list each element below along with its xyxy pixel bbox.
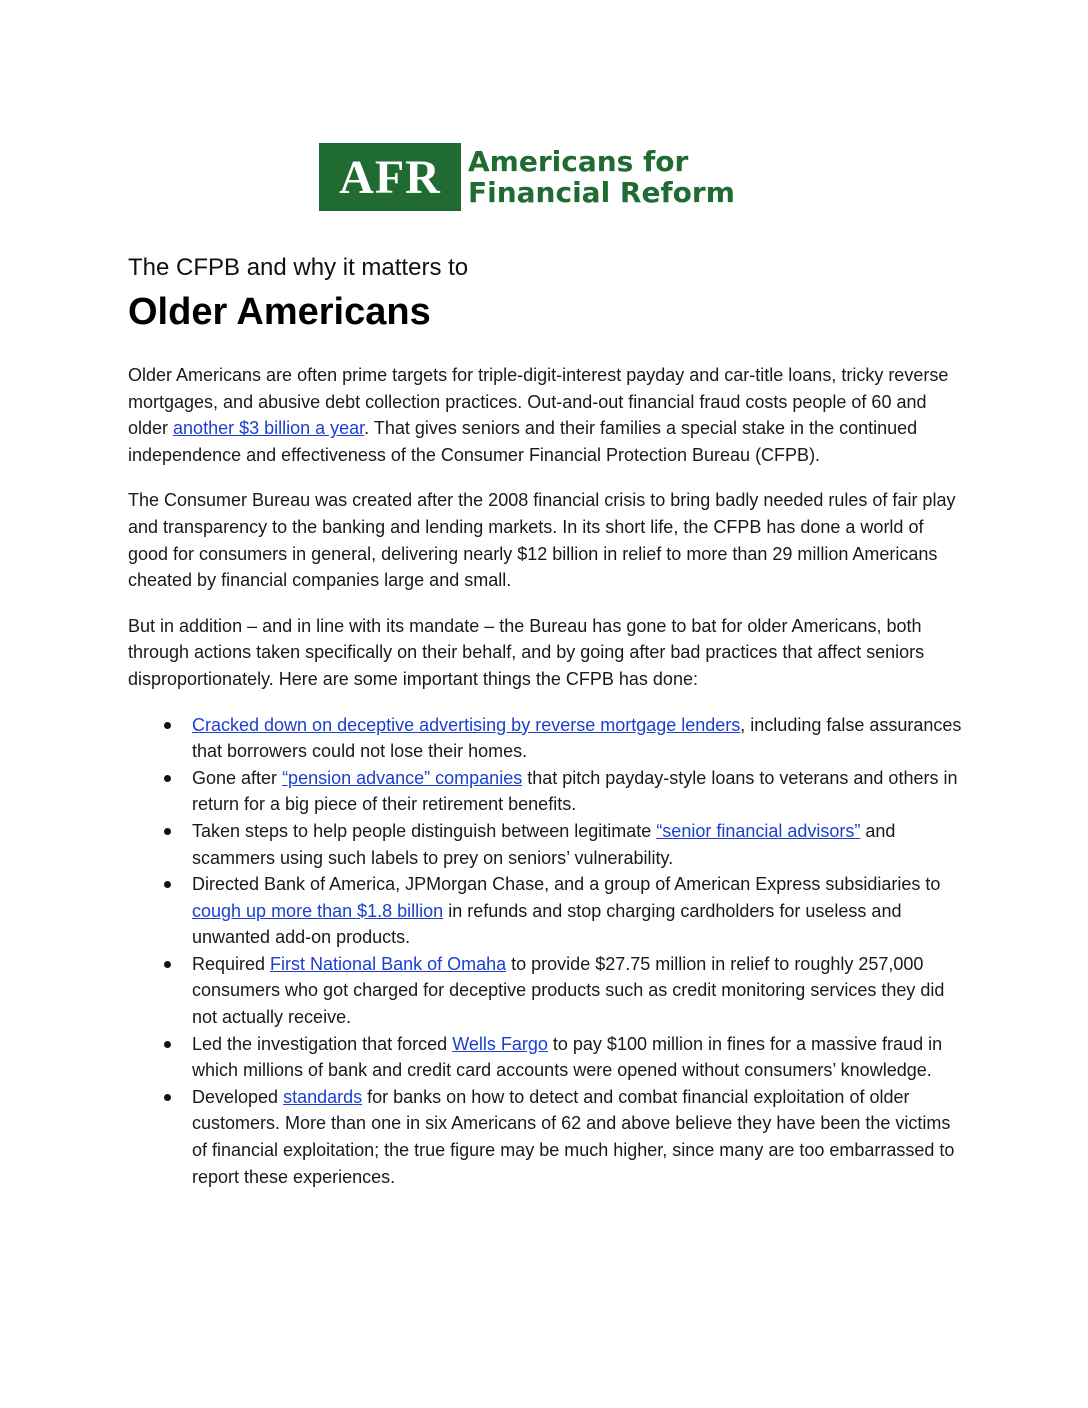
list-item <box>128 951 968 1031</box>
logo-line-1: Americans for <box>468 145 689 178</box>
list-item-link[interactable]: “pension advance” companies <box>282 767 523 788</box>
list-item-text-before: Gone after <box>192 767 283 788</box>
p1-text-before: Older Americans are often prime targets for triple-digit-interest payday and car-title loans, tricky reverse mortgages, and abusive debt collection practices. Out-and-out financial fraud costs people of 60 and older <box>128 365 949 439</box>
list-item <box>128 712 968 765</box>
bullet-icon <box>164 961 171 968</box>
list-item <box>128 765 968 818</box>
list-item-text-after: that pitch payday-style loans to veterans and others in return for a big piece of their retirement benefits. <box>192 767 958 815</box>
document-body <box>128 251 968 1190</box>
list-item-text-after: for banks on how to detect and combat financial exploitation of older customers. More than one in six Americans of 62 and above believe they have been the victims of financial exploitation; the true figure may be much higher, since many are too embarrassed to report these experiences. <box>192 1086 955 1187</box>
fraud-cost-link[interactable]: another $3 billion a year <box>173 418 365 439</box>
list-item-text-after: in refunds and stop charging cardholders for useless and unwanted add-on products. <box>192 900 902 948</box>
page-subtitle: The CFPB and why it matters to <box>128 254 469 281</box>
bullet-icon <box>164 828 171 835</box>
p1-text-after: . That gives seniors and their families a special stake in the continued independence and effectiveness of the Consumer Financial Protection Bureau (CFPB). <box>128 418 918 465</box>
list-item-link[interactable]: “senior financial advisors” <box>656 820 861 841</box>
list-item-text-before: Taken steps to help people distinguish between legitimate <box>192 820 657 841</box>
bullet-icon <box>164 722 171 729</box>
list-item-link[interactable]: standards <box>283 1086 363 1107</box>
mandate-paragraph: But in addition – and in line with its mandate – the Bureau has gone to bat for older Americans, both through actions taken specifically on their behalf, and by going after bad practices that affect seniors disproportionately. Here are some important things the CFPB has done: <box>128 615 925 689</box>
bullet-icon <box>164 1094 171 1101</box>
logo-wordmark <box>468 146 735 208</box>
list-item-link[interactable]: Wells Fargo <box>452 1033 548 1054</box>
afr-logo <box>319 143 735 211</box>
list-item-text-after: , including false assurances that borrowers could not lose their homes. <box>192 714 962 762</box>
logo-mark: AFR <box>319 143 461 211</box>
list-item-text-before: Directed Bank of America, JPMorgan Chase, and a group of American Express subsidiaries to <box>192 874 941 895</box>
list-item <box>128 1084 968 1190</box>
list-item <box>128 818 968 871</box>
list-item-link[interactable]: Cracked down on deceptive advertising by reverse mortgage lenders <box>192 714 741 735</box>
logo-line-2: Financial Reform <box>468 176 735 209</box>
bullet-icon <box>164 881 171 888</box>
list-item-text-after: to provide $27.75 million in relief to roughly 257,000 consumers who got charged for deceptive products such as credit monitoring services they did not actually receive. <box>192 953 945 1028</box>
list-item-link[interactable]: cough up more than $1.8 billion <box>192 900 444 921</box>
intro-paragraph <box>128 362 968 468</box>
history-paragraph: The Consumer Bureau was created after the 2008 financial crisis to bring badly needed rules of fair play and transparency to the banking and lending markets. In its short life, the CFPB has done a world of good for consumers in general, delivering nearly $12 billion in relief to more than 29 million Americans cheated by financial companies large and small. <box>128 490 956 591</box>
list-item-text-before: Required <box>192 953 271 974</box>
page-title: Older Americans <box>128 291 431 333</box>
list-item-text-before: Developed <box>192 1086 284 1107</box>
list-item <box>128 1031 968 1084</box>
bullet-icon <box>164 1041 171 1048</box>
bullet-icon <box>164 775 171 782</box>
list-item-link[interactable]: First National Bank of Omaha <box>270 953 507 974</box>
list-item-text-after: to pay $100 million in fines for a massive fraud in which millions of bank and credit card accounts were opened without consumers’ knowledge. <box>192 1033 943 1081</box>
list-item-text-before: Led the investigation that forced <box>192 1033 453 1054</box>
list-item <box>128 871 968 951</box>
list-item-text-after: and scammers using such labels to prey on seniors’ vulnerability. <box>192 820 896 868</box>
accomplishments-list <box>128 712 968 1191</box>
